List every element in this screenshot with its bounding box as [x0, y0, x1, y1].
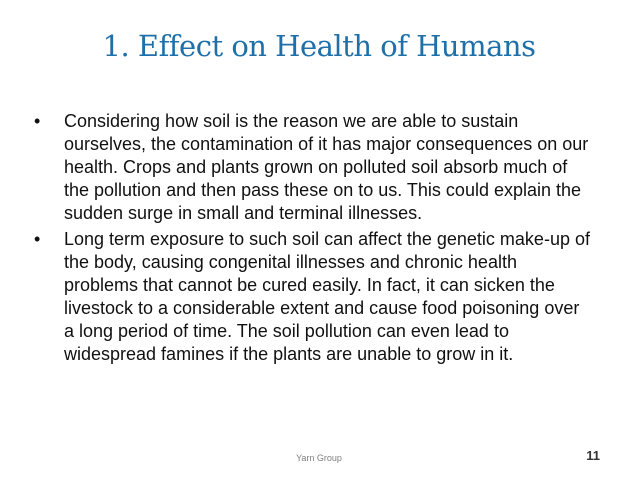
bullet-item: [34, 228, 594, 366]
slide-footer: Yarn Group: [296, 453, 342, 463]
bullet-text: Considering how soil is the reason we are able to sustain ourselves, the contamination of it has major consequences on our health. Crops and plants grown on polluted soil absorb much of the pollution and then pass these on to us. This could explain the sudden surge in small and terminal illnesses.: [64, 111, 589, 223]
slide-title: 1. Effect on Health of Humans: [102, 29, 536, 63]
page-number: 11: [586, 448, 600, 463]
bullet-marker: •: [34, 111, 41, 131]
bullet-list: [34, 110, 594, 369]
bullet-marker: •: [34, 229, 41, 249]
bullet-text: Long term exposure to such soil can affect the genetic make-up of the body, causing congenital illnesses and chronic health problems that cannot be cured easily. In fact, it can sicken the livestock to a considerable extent and cause food poisoning over a long period of time. The soil pollution can even lead to widespread famines if the plants are unable to grow in it.: [64, 229, 590, 364]
bullet-item: [34, 110, 594, 225]
